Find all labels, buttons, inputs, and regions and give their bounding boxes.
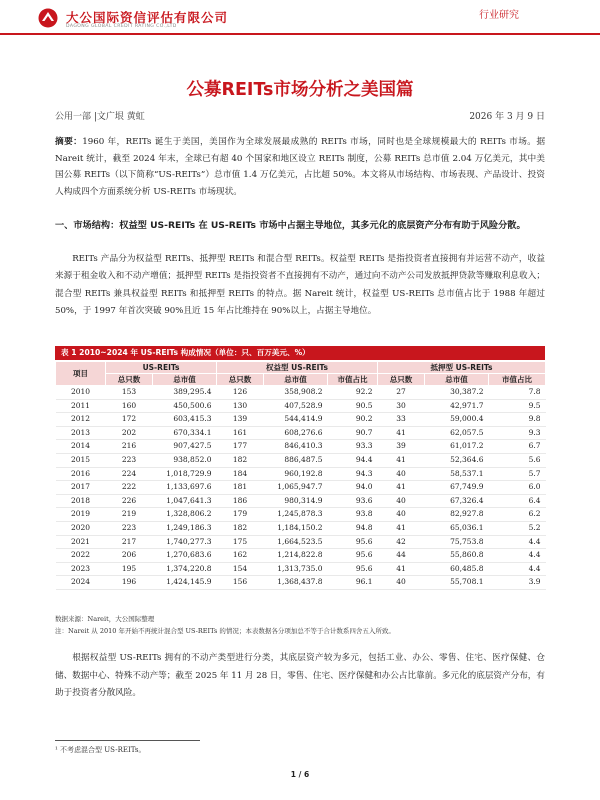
table-cell: 94.4 — [328, 453, 378, 467]
table-cell: 5.2 — [489, 521, 546, 535]
col-header: 总只数 — [217, 374, 264, 386]
section-heading: 一、市场结构：权益型 US-REITs 在 US-REITs 市场中占据主导地位，其多元化的底层资产分布有助于风险分散。 — [55, 220, 526, 231]
table-cell: 93.3 — [328, 440, 378, 454]
table-cell: 5.6 — [489, 453, 546, 467]
table-row — [56, 508, 546, 522]
table-cell: 2021 — [56, 535, 106, 549]
table-row — [56, 562, 546, 576]
table-cell: 2013 — [56, 426, 106, 440]
table-cell: 160 — [106, 399, 153, 413]
table-cell: 886,487.5 — [264, 453, 328, 467]
table-row — [56, 453, 546, 467]
table-cell: 41 — [378, 562, 425, 576]
table-cell: 389,295.4 — [153, 386, 217, 400]
table-cell: 2023 — [56, 562, 106, 576]
col-header-item: 项目 — [56, 362, 106, 386]
table-cell: 544,414.9 — [264, 413, 328, 427]
table-row — [56, 399, 546, 413]
table-cell: 1,065,947.7 — [264, 481, 328, 495]
abstract — [55, 134, 545, 200]
table-cell: 93.8 — [328, 508, 378, 522]
table-cell: 603,415.3 — [153, 413, 217, 427]
table-cell: 181 — [217, 481, 264, 495]
table-cell: 216 — [106, 440, 153, 454]
col-header: 总市值 — [425, 374, 489, 386]
table-cell: 94.3 — [328, 467, 378, 481]
table-row — [56, 481, 546, 495]
table-cell: 65,036.1 — [425, 521, 489, 535]
table-cell: 182 — [217, 521, 264, 535]
table-cell: 2020 — [56, 521, 106, 535]
table-cell: 172 — [106, 413, 153, 427]
body-paragraph: REITs 产品分为权益型 REITs、抵押型 REITs 和混合型 REITs。权益型 REITs 是指投资者直接拥有并运营不动产，收益来源于租金收入和不动产增值；抵押型 REITs 是指投资者不直接拥有不动产，通过向不动产公司发放抵押贷款等赚取利息收入；混合型 REITs 兼具权益型 REITs 和抵押型 REITs 的特点。据 Nareit 统计，权益型 US-REITs 总市值占比于 1988 年超过 50%，于 1997 年首次突破 90%且近 15 年占比维持在 90%以上，占据主导地位。 — [55, 254, 545, 316]
company-name-cn: 大公国际资信评估有限公司 — [66, 10, 229, 25]
header-divider — [0, 33, 600, 35]
table-cell: 1,133,697.6 — [153, 481, 217, 495]
table-cell: 156 — [217, 576, 264, 590]
page-title: 公募REITs市场分析之美国篇 — [186, 80, 414, 100]
table-cell: 358,908.2 — [264, 386, 328, 400]
table-cell: 980,314.9 — [264, 494, 328, 508]
table-row — [56, 521, 546, 535]
col-header: 市值占比 — [328, 374, 378, 386]
report-category-tag: 行业研究 — [479, 10, 519, 21]
table-cell: 1,018,729.9 — [153, 467, 217, 481]
table-cell: 9.5 — [489, 399, 546, 413]
table-cell: 154 — [217, 562, 264, 576]
table-cell: 41 — [378, 426, 425, 440]
table-cell: 82,927.8 — [425, 508, 489, 522]
table-cell: 27 — [378, 386, 425, 400]
table-cell: 2015 — [56, 453, 106, 467]
author-line: 公用一部 |文广垠 黄虹 — [55, 112, 145, 122]
body-paragraph: 根据权益型 US-REITs 拥有的不动产类型进行分类，其底层资产较为多元，包括工业、办公、零售、住宅、医疗保健、仓储、数据中心、特殊不动产等；截至 2025 年 11 月 28 日，零售、住宅、医疗保健和办公占比靠前。多元化的底层资产分布，有助于投资者分散风险。 — [55, 653, 545, 698]
table-cell: 40 — [378, 494, 425, 508]
table-cell: 139 — [217, 413, 264, 427]
abstract-text: 1960 年，REITs 诞生于美国，美国作为全球发展最成熟的 REITs 市场，同时也是全球规模最大的 REITs 市场。据 Nareit 统计，截至 2024 年末，全球已有超 40 个国家和地区设立 REITs 制度，公募 REITs 总市值 2.04 万亿美元，其中美国公募 REITs（以下简称“US-REITs”）总市值 1.4 万亿美元，占比超 50%。本文将从市场结构、市场表现、产品设计、投资人构成四个方面系统分析 US-REITs 市场现状。 — [55, 137, 546, 197]
table-cell: 938,852.0 — [153, 453, 217, 467]
table-cell: 162 — [217, 549, 264, 563]
table-cell: 30,387.2 — [425, 386, 489, 400]
table-cell: 55,708.1 — [425, 576, 489, 590]
table-cell: 41 — [378, 521, 425, 535]
table-cell: 2019 — [56, 508, 106, 522]
table-cell: 42 — [378, 535, 425, 549]
table-cell: 2017 — [56, 481, 106, 495]
table-cell: 1,184,150.2 — [264, 521, 328, 535]
page-header — [0, 0, 600, 34]
table-cell: 96.1 — [328, 576, 378, 590]
table-cell: 670,334.1 — [153, 426, 217, 440]
table-cell: 2011 — [56, 399, 106, 413]
table-cell: 2010 — [56, 386, 106, 400]
table-cell: 4.4 — [489, 535, 546, 549]
table-cell: 202 — [106, 426, 153, 440]
table-cell: 161 — [217, 426, 264, 440]
table-cell: 75,753.8 — [425, 535, 489, 549]
col-header: 总市值 — [264, 374, 328, 386]
table-cell: 196 — [106, 576, 153, 590]
table-cell: 33 — [378, 413, 425, 427]
table-cell: 130 — [217, 399, 264, 413]
table-cell: 608,276.6 — [264, 426, 328, 440]
dagong-logo-icon — [38, 8, 58, 28]
table-cell: 179 — [217, 508, 264, 522]
table-cell: 186 — [217, 494, 264, 508]
table-cell: 55,860.8 — [425, 549, 489, 563]
company-name-en: DAGONG GLOBAL CREDIT RATING CO.,LTD — [66, 24, 177, 29]
table-cell: 1,368,437.8 — [264, 576, 328, 590]
table-cell: 1,664,523.5 — [264, 535, 328, 549]
table-cell: 4.4 — [489, 549, 546, 563]
group-header: US-REITs — [106, 362, 217, 374]
table-cell: 1,328,806.2 — [153, 508, 217, 522]
table-cell: 1,740,277.3 — [153, 535, 217, 549]
table-cell: 40 — [378, 576, 425, 590]
us-reits-table — [55, 361, 546, 590]
table-title: 表 1 2010~2024 年 US-REITs 构成情况（单位：只、百万美元、%） — [55, 346, 545, 360]
table-cell: 90.5 — [328, 399, 378, 413]
table-cell: 1,313,735.0 — [264, 562, 328, 576]
table-cell: 52,364.6 — [425, 453, 489, 467]
table-cell: 58,537.1 — [425, 467, 489, 481]
table-cell: 95.6 — [328, 562, 378, 576]
table-cell: 1,424,145.9 — [153, 576, 217, 590]
table-cell: 1,245,878.3 — [264, 508, 328, 522]
table-row — [56, 467, 546, 481]
table-cell: 61,017.2 — [425, 440, 489, 454]
table-row — [56, 494, 546, 508]
table-cell: 226 — [106, 494, 153, 508]
table-cell: 60,485.8 — [425, 562, 489, 576]
table-cell: 95.6 — [328, 535, 378, 549]
table-cell: 222 — [106, 481, 153, 495]
table-cell: 2024 — [56, 576, 106, 590]
table-cell: 846,410.3 — [264, 440, 328, 454]
table-cell: 907,427.5 — [153, 440, 217, 454]
table-cell: 175 — [217, 535, 264, 549]
table-cell: 177 — [217, 440, 264, 454]
table-cell: 42,971.7 — [425, 399, 489, 413]
table-row — [56, 440, 546, 454]
table-cell: 2016 — [56, 467, 106, 481]
table-cell: 217 — [106, 535, 153, 549]
table-cell: 5.7 — [489, 467, 546, 481]
report-date: 2026 年 3 月 9 日 — [469, 112, 545, 122]
table-cell: 3.9 — [489, 576, 546, 590]
table-cell: 7.8 — [489, 386, 546, 400]
table-cell: 2014 — [56, 440, 106, 454]
table-cell: 67,326.4 — [425, 494, 489, 508]
table-row — [56, 549, 546, 563]
table-cell: 2022 — [56, 549, 106, 563]
group-header: 权益型 US-REITs — [217, 362, 378, 374]
col-header: 总只数 — [106, 374, 153, 386]
table-cell: 960,192.8 — [264, 467, 328, 481]
table-cell: 206 — [106, 549, 153, 563]
table-cell: 92.2 — [328, 386, 378, 400]
table-cell: 1,374,220.8 — [153, 562, 217, 576]
col-header: 总市值 — [153, 374, 217, 386]
table-cell: 40 — [378, 508, 425, 522]
table-cell: 182 — [217, 453, 264, 467]
table-row — [56, 576, 546, 590]
table-cell: 62,057.5 — [425, 426, 489, 440]
table-cell: 126 — [217, 386, 264, 400]
table-cell: 44 — [378, 549, 425, 563]
table-source: 数据来源：Nareit，大公国际整理 — [55, 615, 155, 623]
table-cell: 94.8 — [328, 521, 378, 535]
footnote-divider — [55, 740, 200, 741]
table-cell: 1,214,822.8 — [264, 549, 328, 563]
table-row — [56, 426, 546, 440]
table-cell: 2012 — [56, 413, 106, 427]
table-cell: 9.3 — [489, 426, 546, 440]
col-header: 总只数 — [378, 374, 425, 386]
table-cell: 6.2 — [489, 508, 546, 522]
table-cell: 2018 — [56, 494, 106, 508]
table-cell: 1,270,683.6 — [153, 549, 217, 563]
table-cell: 67,749.9 — [425, 481, 489, 495]
table-cell: 4.4 — [489, 562, 546, 576]
table-cell: 6.7 — [489, 440, 546, 454]
table-cell: 39 — [378, 440, 425, 454]
table-cell: 184 — [217, 467, 264, 481]
table-cell: 95.6 — [328, 549, 378, 563]
table-cell: 40 — [378, 467, 425, 481]
table-cell: 219 — [106, 508, 153, 522]
table-cell: 94.0 — [328, 481, 378, 495]
page-number: 1 / 6 — [290, 770, 310, 779]
table-row — [56, 413, 546, 427]
table-cell: 30 — [378, 399, 425, 413]
table-cell: 195 — [106, 562, 153, 576]
table-cell: 59,000.4 — [425, 413, 489, 427]
footnote: ¹ 不考虑混合型 US-REITs。 — [55, 746, 146, 754]
table-cell: 41 — [378, 453, 425, 467]
abstract-label: 摘要： — [55, 137, 83, 147]
table-cell: 9.8 — [489, 413, 546, 427]
table-cell: 1,047,641.3 — [153, 494, 217, 508]
table-row — [56, 386, 546, 400]
table-row — [56, 535, 546, 549]
table-cell: 90.7 — [328, 426, 378, 440]
table-cell: 450,500.6 — [153, 399, 217, 413]
table-cell: 407,528.9 — [264, 399, 328, 413]
table-cell: 93.6 — [328, 494, 378, 508]
group-header: 抵押型 US-REITs — [378, 362, 546, 374]
table-cell: 224 — [106, 467, 153, 481]
table-cell: 90.2 — [328, 413, 378, 427]
table-cell: 223 — [106, 521, 153, 535]
table-cell: 223 — [106, 453, 153, 467]
col-header: 市值占比 — [489, 374, 546, 386]
table-cell: 41 — [378, 481, 425, 495]
table-cell: 1,249,186.3 — [153, 521, 217, 535]
table-cell: 153 — [106, 386, 153, 400]
table-note: 注：Nareit 从 2010 年开始不再统计混合型 US-REITs 的情况；本表数据各分项加总不等于合计数系四舍五入所致。 — [55, 627, 395, 635]
table-cell: 6.4 — [489, 494, 546, 508]
table-cell: 6.0 — [489, 481, 546, 495]
